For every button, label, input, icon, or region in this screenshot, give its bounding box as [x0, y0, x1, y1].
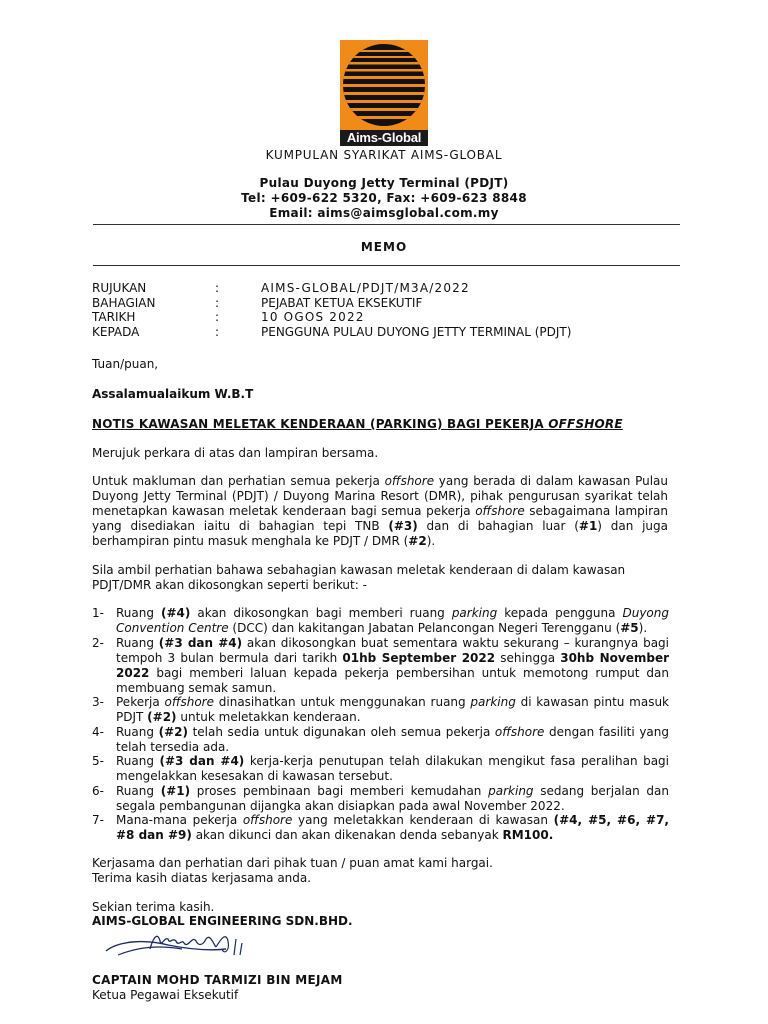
- paragraph-notice: Sila ambil perhatian bahawa sebahagian kawasan meletak kenderaan di dalam kawasan PDJT/DMR akan dikosongkan seperti berikut: -: [92, 563, 626, 592]
- list-number: 3-: [92, 695, 104, 709]
- text: sehingga: [495, 651, 561, 665]
- text-bold: (#3 dan #4): [158, 636, 243, 650]
- text-italic: parking: [488, 784, 534, 798]
- signoff: Sekian terima kasih.: [92, 900, 215, 914]
- handwritten-signature: [98, 925, 268, 975]
- text: Untuk makluman dan perhatian semua pekerja: [92, 474, 385, 488]
- closing-appreciation: Kerjasama dan perhatian dari pihak tuan / puan amat kami hargai.: [92, 856, 493, 870]
- text-bold: #1: [578, 519, 598, 533]
- text-italic: offshore: [384, 474, 435, 488]
- memo-title: MEMO: [360, 240, 408, 254]
- list-item: [116, 606, 669, 636]
- text: yang meletakkan kenderaan di kawasan: [292, 813, 554, 827]
- logo-text: Aims-Global: [340, 130, 428, 146]
- text-italic: offshore: [164, 695, 215, 709]
- subject-main: NOTIS KAWASAN MELETAK KENDERAAN (PARKING) BAGI PEKERJA: [92, 417, 549, 431]
- text: dengan fasiliti yang telah tersedia ada.: [116, 725, 670, 754]
- signer-name: CAPTAIN MOHD TARMIZI BIN MEJAM: [92, 973, 343, 987]
- paragraph-parking-areas: [92, 474, 668, 549]
- greeting: Assalamualaikum W.B.T: [92, 387, 254, 401]
- text: Pekerja: [116, 695, 165, 709]
- text: yang berada di dalam kawasan Pulau Duyong Jetty Terminal (PDJT) / Duyong Marina Resort (DMR), pihak pengurusan syarikat telah menetapkan kawasan meletak kenderaan bagi semua pekerja: [92, 474, 668, 518]
- meta-colon: :: [215, 281, 220, 295]
- contact-email: Email: aims@aimsglobal.com.my: [269, 206, 499, 220]
- subject-line: [92, 417, 668, 432]
- text: Ruang: [116, 725, 159, 739]
- text: dinasihatkan untuk menggunakan ruang: [214, 695, 471, 709]
- text: ).: [638, 621, 648, 635]
- text: akan dikosongkan bagi memberi ruang: [190, 606, 452, 620]
- text-bold: 30hb November 2022: [116, 651, 670, 680]
- text: Ruang: [116, 754, 160, 768]
- text-italic: Duyong Convention Centre: [116, 606, 669, 635]
- text-bold: (#1): [160, 784, 191, 798]
- text-italic: parking: [451, 606, 498, 620]
- globe-stripes-icon: [340, 40, 428, 130]
- text-italic: offshore: [242, 813, 293, 827]
- company-name: KUMPULAN SYARIKAT AIMS-GLOBAL: [265, 148, 503, 162]
- text-italic: offshore: [494, 725, 545, 739]
- closing-thanks: Terima kasih diatas kerjasama anda.: [92, 871, 312, 885]
- text: kepada pengguna: [497, 606, 623, 620]
- text: akan dikosongkan buat sementara waktu sekurang – kurangnya bagi tempoh 3 bulan bermula dari tarikh: [116, 636, 669, 665]
- text-bold: (#2): [158, 725, 188, 739]
- list-item: [116, 695, 669, 725]
- meta-value-rujukan: AIMS-GLOBAL/PDJT/M3A/2022: [261, 281, 470, 295]
- meta-value-bahagian: PEJABAT KETUA EKSEKUTIF: [261, 296, 423, 310]
- text-bold: (#2): [147, 710, 177, 724]
- meta-value-tarikh: 10 OGOS 2022: [261, 310, 365, 324]
- meta-label-kepada: KEPADA: [92, 325, 140, 339]
- text-bold: #5: [620, 621, 639, 635]
- list-number: 6-: [92, 784, 104, 798]
- header-divider: [93, 224, 680, 225]
- text-bold: #2: [408, 534, 427, 548]
- text-italic: offshore: [475, 504, 525, 518]
- list-number: 2-: [92, 636, 104, 650]
- text: proses pembinaan bagi memberi kemudahan: [190, 784, 489, 798]
- text: kerja-kerja penutupan telah dilakukan mengikut fasa peralihan bagi mengelakkan kesesakan di kawasan tersebut.: [116, 754, 669, 783]
- list-number: 4-: [92, 725, 104, 739]
- text-bold: (#3): [388, 519, 418, 533]
- text: ).: [426, 534, 436, 548]
- list-number: 7-: [92, 813, 104, 827]
- text: Ruang: [116, 784, 161, 798]
- text-bold: (#3 dan #4): [159, 754, 245, 768]
- text-bold: RM100.: [502, 828, 554, 842]
- list-item: [116, 636, 669, 696]
- text: untuk meletakkan kenderaan.: [176, 710, 361, 724]
- list-item: [116, 813, 669, 843]
- text: Ruang: [116, 606, 161, 620]
- company-signature: AIMS-GLOBAL ENGINEERING SDN.BHD.: [92, 914, 353, 928]
- text-bold: (#4, #5, #6, #7, #8 dan #9): [116, 813, 669, 842]
- text: dan di bahagian luar (: [417, 519, 579, 533]
- list-number: 5-: [92, 754, 104, 768]
- meta-value-kepada: PENGGUNA PULAU DUYONG JETTY TERMINAL (PDJT): [261, 325, 572, 339]
- meta-label-tarikh: TARIKH: [92, 310, 136, 324]
- text: sedang berjalan dan segala pembangunan dijangka akan disiapkan pada awal November 2022.: [116, 784, 670, 813]
- subject-italic: OFFSHORE: [548, 417, 623, 431]
- paragraph-reference: Merujuk perkara di atas dan lampiran bersama.: [92, 446, 379, 460]
- text: telah sedia untuk digunakan oleh semua pekerja: [187, 725, 495, 739]
- text-italic: parking: [470, 695, 516, 709]
- text: bagi memberi laluan kepada pekerja pembersihan untuk memotong rumput dan membuang semak samun.: [116, 666, 669, 695]
- list-item: [116, 754, 669, 784]
- meta-label-bahagian: BAHAGIAN: [92, 296, 156, 310]
- text: akan dikunci dan akan dikenakan denda sebanyak: [191, 828, 503, 842]
- list-number: 1-: [92, 606, 104, 620]
- text: (DCC) dan kakitangan Jabatan Pelancongan Negeri Terengganu (: [228, 621, 621, 635]
- terminal-name: Pulau Duyong Jetty Terminal (PDJT): [259, 176, 509, 190]
- salutation: Tuan/puan,: [92, 357, 159, 371]
- meta-colon: :: [215, 296, 220, 310]
- text-bold: (#4): [160, 606, 191, 620]
- meta-colon: :: [215, 325, 220, 339]
- meta-label-rujukan: RUJUKAN: [92, 281, 147, 295]
- list-item: [116, 725, 669, 755]
- text: ) dan juga berhampiran pintu masuk menghala ke PDJT / DMR (: [92, 519, 669, 548]
- memo-divider: [93, 265, 680, 266]
- text: sebagaimana lampiran yang disediakan iaitu di bahagian tepi TNB: [92, 504, 668, 533]
- contact-phone: Tel: +609-622 5320, Fax: +609-623 8848: [241, 191, 527, 205]
- text: Ruang: [116, 636, 159, 650]
- meta-colon: :: [215, 310, 220, 324]
- text-bold: 01hb September 2022: [342, 651, 496, 665]
- company-logo: [340, 40, 428, 146]
- text: Mana-mana pekerja: [116, 813, 243, 827]
- signer-role: Ketua Pegawai Eksekutif: [92, 988, 239, 1002]
- list-item: [116, 784, 669, 814]
- text: di kawasan pintu masuk PDJT: [116, 695, 670, 724]
